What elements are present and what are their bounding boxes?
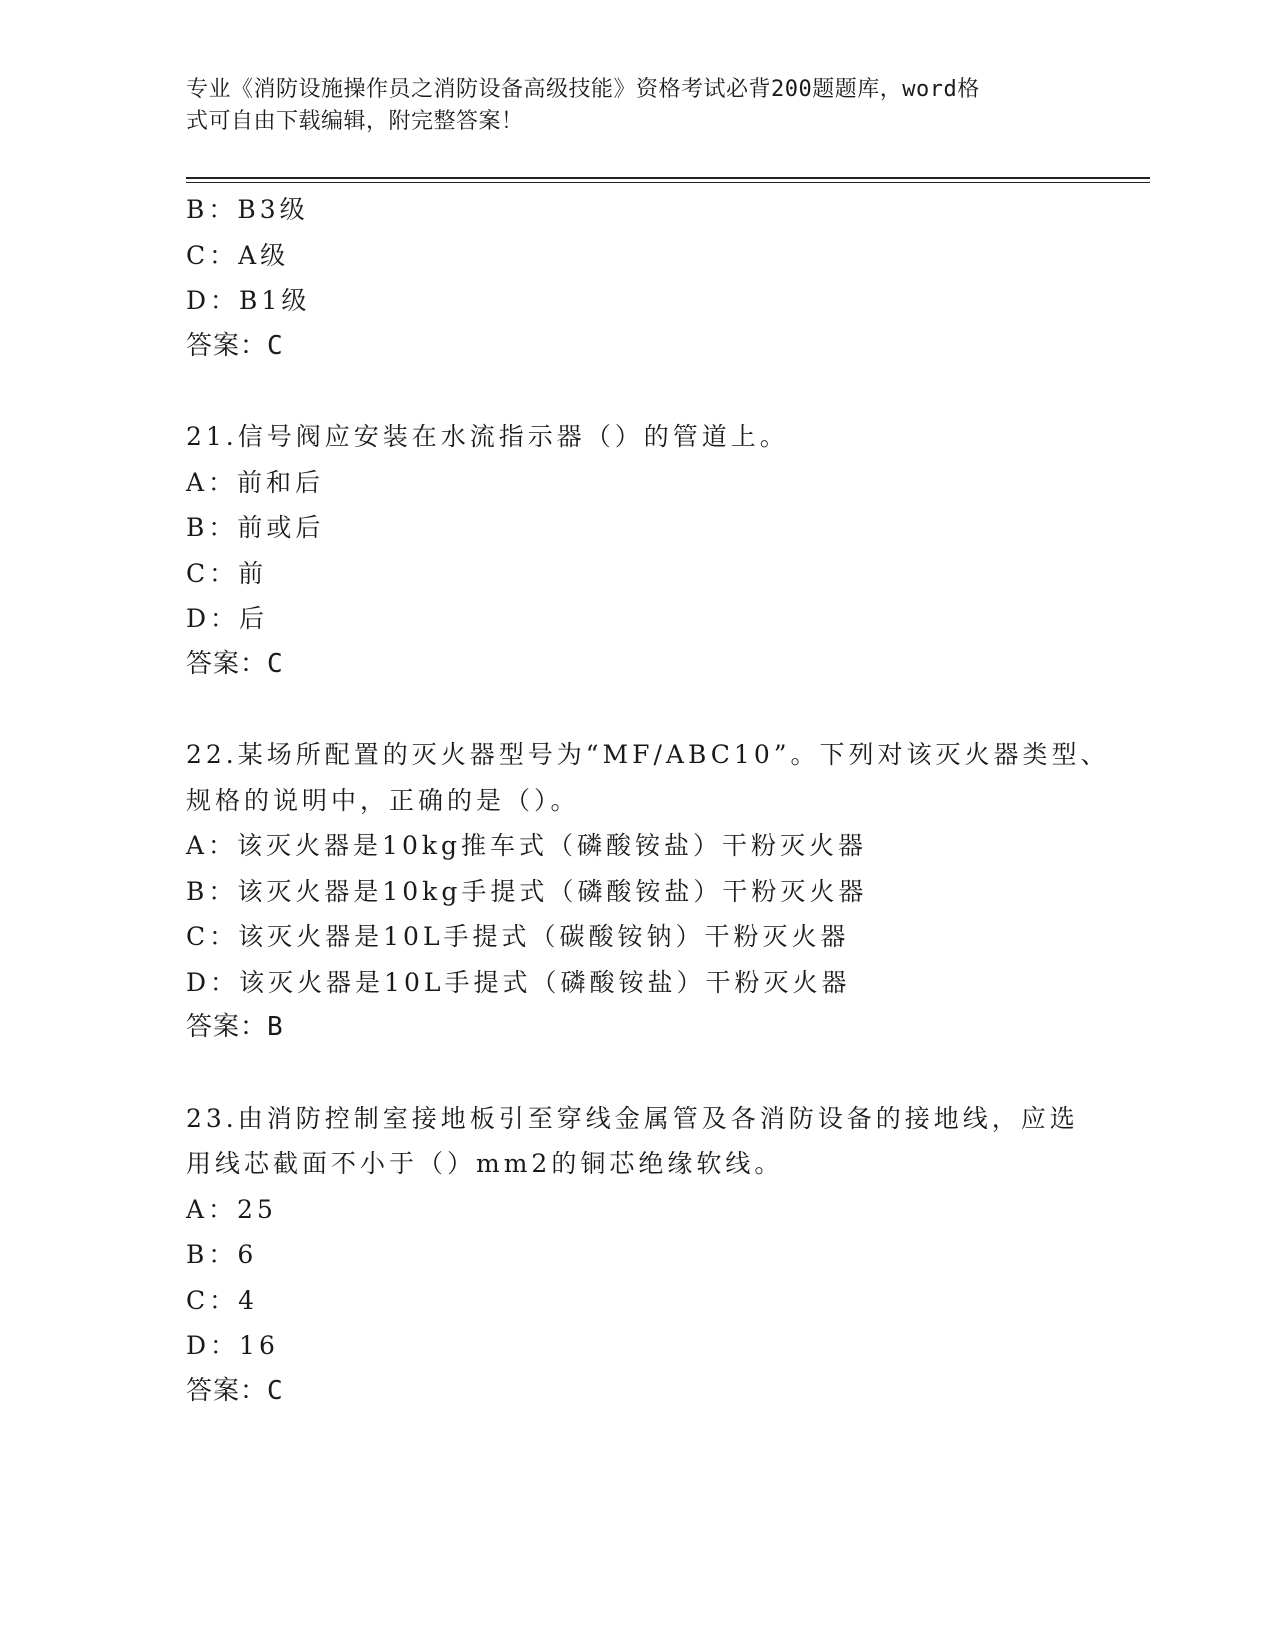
answer-line: 答案：B — [186, 1012, 284, 1042]
option-b: B：6 — [186, 1240, 258, 1269]
question-text-line-2: 规格的说明中，正确的是（）。 — [186, 785, 580, 815]
question-20-block — [186, 187, 1086, 369]
header-line-1: 专业《消防设施操作员之消防设备高级技能》资格考试必背200题题库，word格 — [186, 77, 980, 102]
header-divider-thin — [186, 182, 1150, 183]
question-21-block — [186, 414, 1086, 687]
option-c: C：前 — [186, 558, 268, 588]
option-b: B：B3级 — [186, 195, 309, 224]
header-divider-thick — [186, 177, 1150, 179]
option-a: A：前和后 — [186, 467, 325, 497]
question-text-line-1: 22.某场所配置的灭火器型号为“MF/ABC10”。下列对该灭火器类型、 — [186, 740, 1110, 769]
option-b: B：前或后 — [186, 513, 325, 542]
question-text: 21.信号阀应安装在水流指示器（）的管道上。 — [186, 422, 789, 451]
answer-line: 答案：C — [186, 1375, 284, 1406]
header-line-2: 式可自由下载编辑，附完整答案！ — [186, 109, 524, 134]
question-23-block — [186, 1096, 1086, 1415]
option-a: A：该灭火器是10kg推车式（磷酸铵盐）干粉灭火器 — [186, 831, 868, 860]
option-c: C：A级 — [186, 240, 290, 270]
option-d: D：该灭火器是10L手提式（磷酸铵盐）干粉灭火器 — [186, 967, 851, 997]
option-c: C：4 — [186, 1285, 259, 1315]
question-text-line-1: 23.由消防控制室接地板引至穿线金属管及各消防设备的接地线，应选 — [186, 1103, 1079, 1133]
question-text-line-2: 用线芯截面不小于（）mm2的铜芯绝缘软线。 — [186, 1149, 784, 1178]
document-header — [186, 74, 1066, 138]
option-a: A：25 — [186, 1194, 277, 1224]
option-d: D：16 — [186, 1331, 279, 1360]
question-22-block — [186, 732, 1110, 1051]
question-list — [186, 187, 1110, 1414]
answer-line: 答案：C — [186, 648, 284, 679]
option-d: D：后 — [186, 604, 269, 633]
option-b: B：该灭火器是10kg手提式（磷酸铵盐）干粉灭火器 — [186, 876, 868, 906]
option-c: C：该灭火器是10L手提式（碳酸铵钠）干粉灭火器 — [186, 922, 850, 951]
option-d: D：B1级 — [186, 286, 311, 315]
answer-line: 答案：C — [186, 330, 284, 361]
